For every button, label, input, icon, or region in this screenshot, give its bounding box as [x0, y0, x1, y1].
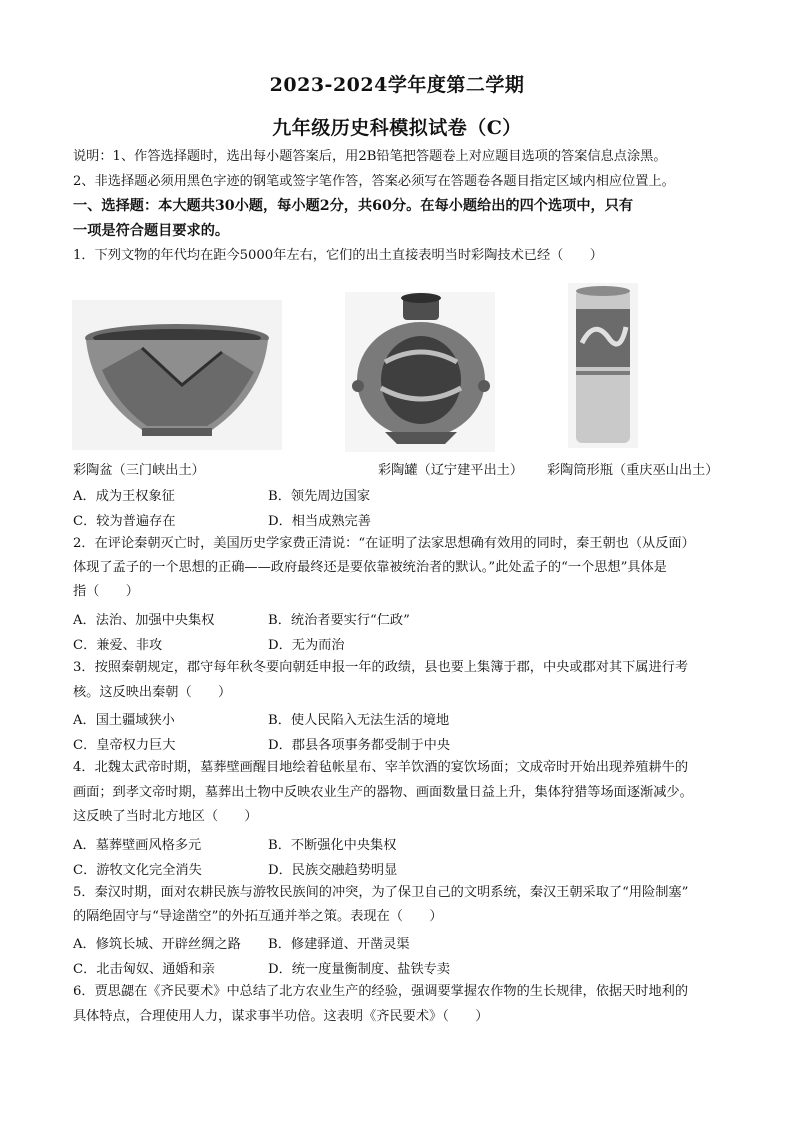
q1-option-a: A．成为王权象征 — [73, 489, 175, 504]
q4-option-c: C．游牧文化完全消失 — [73, 863, 202, 878]
painted-pottery-cylinder-vase-image — [568, 283, 638, 448]
q3-option-a: A．国土疆域狭小 — [73, 713, 175, 728]
q1-caption-vase: 彩陶筒形瓶（重庆巫山出土） — [547, 463, 719, 478]
q2-option-d: D．无为而治 — [268, 638, 345, 653]
q1-option-c: C．较为普遍存在 — [73, 514, 176, 529]
q3-option-d: D．郡县各项事务都受制于中央 — [268, 738, 451, 753]
q4-line-3: 这反映了当时北方地区（ ） — [73, 809, 258, 824]
q4-line-1: 4．北魏太武帝时期，墓葬壁画醒目地绘着毡帐星布、宰羊饮酒的宴饮场面；文成帝时开始出现养殖耕牛的 — [73, 760, 689, 775]
q2-option-c: C．兼爱、非攻 — [73, 638, 163, 653]
q3-option-b: B．使人民陷入无法生活的境地 — [268, 713, 450, 728]
q5-line-2: 的隔绝固守与“导途凿空”的外拓互通并举之策。表现在（ ） — [73, 909, 443, 924]
q5-option-a: A．修筑长城、开辟丝绸之路 — [73, 937, 241, 952]
exam-title: 2023-2024学年度第二学期 — [269, 74, 525, 96]
q1-stem: 1．下列文物的年代均在距今5000年左右，它们的出土直接表明当时彩陶技术已经（ ） — [73, 248, 603, 263]
exam-subtitle: 九年级历史科模拟试卷（C） — [272, 117, 522, 139]
q3-line-1: 3．按照秦朝规定，郡守每年秋冬要向朝廷申报一年的政绩，县也要上集簿于郡，中央或郡对其下属进行考 — [73, 660, 689, 675]
q3-line-2: 核。这反映出秦朝（ ） — [73, 685, 232, 700]
q1-caption-jar: 彩陶罐（辽宁建平出土） — [378, 463, 524, 478]
section-heading-line-2: 一项是符合题目要求的。 — [73, 223, 230, 239]
q1-option-d: D．相当成熟完善 — [268, 514, 371, 529]
q3-option-c: C．皇帝权力巨大 — [73, 738, 176, 753]
q5-option-d: D．统一度量衡制度、盐铁专卖 — [268, 962, 451, 977]
q4-option-b: B．不断强化中央集权 — [268, 838, 397, 853]
painted-pottery-basin-image — [72, 300, 282, 450]
q6-line-1: 6．贾思勰在《齐民要术》中总结了北方农业生产的经验，强调要掌握农作物的生长规律，依据天时地利的 — [73, 984, 689, 999]
q4-option-d: D．民族交融趋势明显 — [268, 863, 398, 878]
section-heading-line-1: 一、选择题：本大题共30小题，每小题2分，共60分。在每小题给出的四个选项中，只有 — [73, 198, 634, 214]
q4-line-2: 画面；到孝文帝时期，墓葬出土物中反映农业生产的器物、画面数量日益上升，集体狩猎等场面逐渐减少。 — [73, 785, 693, 800]
q6-line-2: 具体特点，合理使用人力，谋求事半功倍。这表明《齐民要术》（ ） — [73, 1009, 489, 1024]
q2-option-b: B．统治者要实行“仁政” — [268, 613, 410, 628]
q2-line-3: 指（ ） — [73, 584, 139, 599]
q5-option-b: B．修建驿道、开凿灵渠 — [268, 937, 410, 952]
instruction-line-1: 说明：1、作答选择题时，选出每小题答案后，用2B铅笔把答题卷上对应题目选项的答案信息点涂黑。 — [73, 149, 667, 164]
q1-caption-basin: 彩陶盆（三门峡出土） — [73, 463, 205, 478]
q2-line-2: 体现了孟子的一个思想的正确——政府最终还是要依靠被统治者的默认。”此处孟子的“一个思想”具体是 — [73, 560, 667, 575]
q1-option-b: B．领先周边国家 — [268, 489, 371, 504]
q2-option-a: A．法治、加强中央集权 — [73, 613, 215, 628]
q5-line-1: 5．秦汉时期，面对农耕民族与游牧民族间的冲突，为了保卫自己的文明系统，秦汉王朝采取了“用险制塞” — [73, 885, 689, 900]
q4-option-a: A．墓葬壁画风格多元 — [73, 838, 202, 853]
instruction-line-2: 2、非选择题必须用黑色字迹的钢笔或签字笔作答，答案必须写在答题卷各题目指定区域内相应位置上。 — [73, 174, 675, 189]
q5-option-c: C．北击匈奴、通婚和亲 — [73, 962, 215, 977]
painted-pottery-jar-image — [345, 292, 495, 452]
q2-line-1: 2．在评论秦朝灭亡时，美国历史学家费正清说：“在证明了法家思想确有效用的同时，秦王朝也（从反面） — [73, 536, 695, 551]
